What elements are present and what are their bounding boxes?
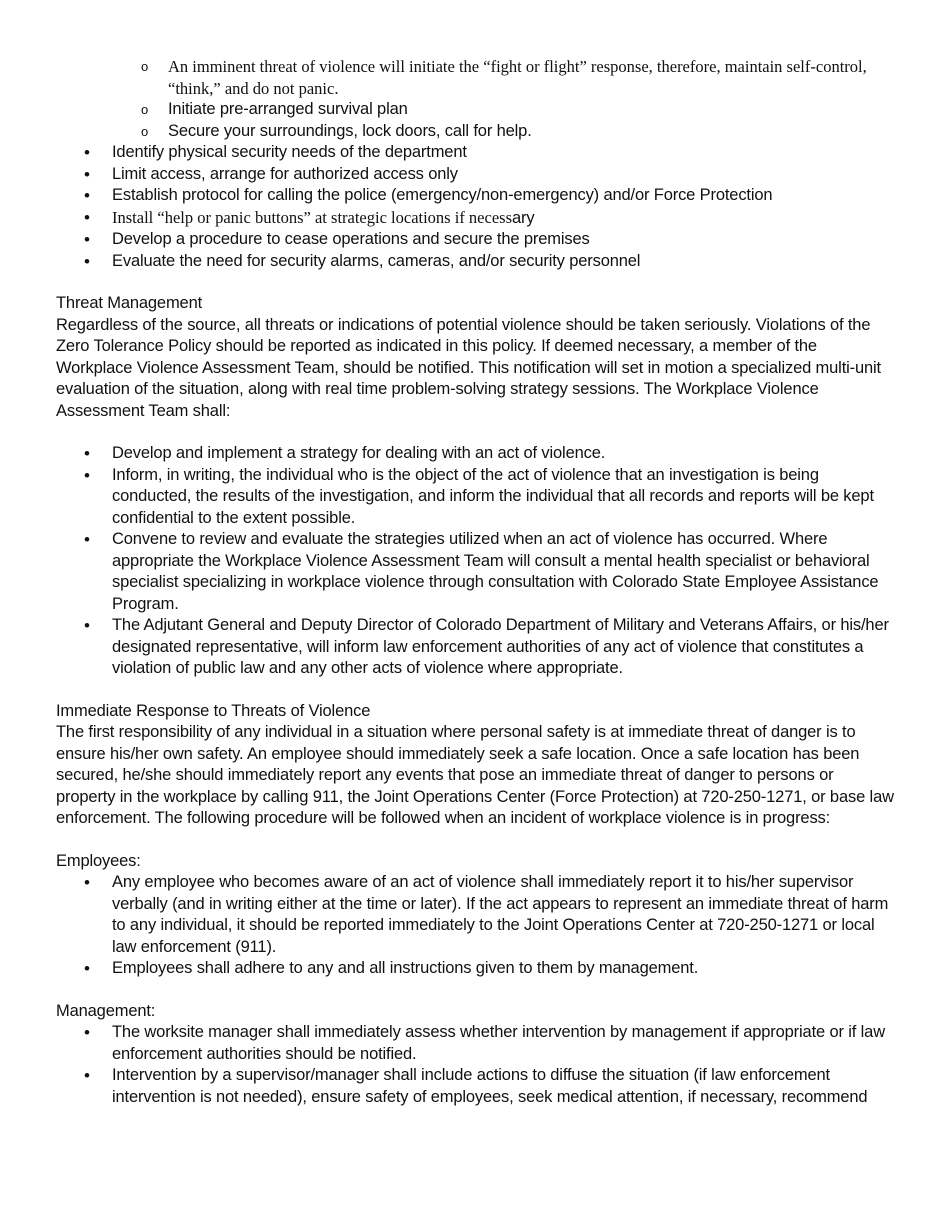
list-item: • Inform, in writing, the individual who is the object of the act of violence that an investigation is being conducted, the results of the investigation, and inform the individual that all records and reports will be kept confidential to the extent possible. bbox=[56, 465, 896, 530]
list-item-serif-text: Install “help or panic buttons” at strategic locations if necess bbox=[112, 207, 512, 227]
list-item: • Convene to review and evaluate the strategies utilized when an act of violence has occurred. Where appropriate the Workplace Violence Assessment Team will consult a mental health specialist or behavioral specialist specializing in workplace violence through consultation with Colorado State Employee Assistance Program. bbox=[56, 529, 896, 615]
security-needs-list bbox=[56, 142, 896, 272]
list-item: • Establish protocol for calling the police (emergency/non-emergency) and/or Force Protection bbox=[56, 185, 896, 207]
employees-list bbox=[56, 872, 896, 980]
section-heading-immediate-response: Immediate Response to Threats of Violence bbox=[56, 701, 371, 720]
list-item: o An imminent threat of violence will initiate the “fight or flight” response, therefore, maintain self-control, “think,” and do not panic. bbox=[56, 56, 896, 99]
management-list bbox=[56, 1022, 896, 1108]
assessment-team-list bbox=[56, 443, 896, 680]
list-item: • Any employee who becomes aware of an act of violence shall immediately report it to his/her supervisor verbally (and in writing either at the time or later). If the act appears to represent an immediate threat of harm to any individual, it should be reported immediately to the Joint Operations Center at 720-250-1271 or local law enforcement (911). bbox=[56, 872, 896, 958]
employees-label: Employees: bbox=[56, 851, 141, 870]
list-item-text: ary bbox=[512, 208, 535, 227]
list-item: • Develop and implement a strategy for dealing with an act of violence. bbox=[56, 443, 896, 465]
list-item: o Secure your surroundings, lock doors, call for help. bbox=[56, 121, 896, 143]
list-item: • Intervention by a supervisor/manager shall include actions to diffuse the situation (if law enforcement intervention is not needed), ensure safety of employees, seek medical attention, if necessary, recommend bbox=[56, 1065, 896, 1108]
section-heading-threat-management: Threat Management bbox=[56, 294, 203, 312]
list-item: • Evaluate the need for security alarms, cameras, and/or security personnel bbox=[56, 251, 896, 273]
list-item: • Identify physical security needs of the department bbox=[56, 142, 896, 164]
document-body bbox=[56, 56, 896, 1108]
list-item: • The Adjutant General and Deputy Director of Colorado Department of Military and Veterans Affairs, or his/her designated representative, will inform law enforcement authorities of any act of violence that constitutes a violation of public law and any other acts of violence where appropriate. bbox=[56, 615, 896, 680]
list-item bbox=[56, 207, 896, 230]
list-item: • Employees shall adhere to any and all instructions given to them by management. bbox=[56, 958, 896, 980]
list-item: • Develop a procedure to cease operations and secure the premises bbox=[56, 229, 896, 251]
threat-management-paragraph: Regardless of the source, all threats or indications of potential violence should be taken seriously. Violations of the Zero Tolerance Policy should be reported as indicated in this policy. If deemed necessary, a member of the Workplace Violence Assessment Team, should be notified. This notification will set in motion a specialized multi-unit evaluation of the situation, along with real time problem-solving strategy sessions. The Workplace Violence Assessment Team shall: bbox=[56, 315, 881, 420]
list-item: o Initiate pre-arranged survival plan bbox=[56, 99, 896, 121]
list-item: • The worksite manager shall immediately assess whether intervention by management if appropriate or if law enforcement authorities should be notified. bbox=[56, 1022, 896, 1065]
list-item: • Limit access, arrange for authorized access only bbox=[56, 164, 896, 186]
management-label: Management: bbox=[56, 1001, 156, 1020]
immediate-response-paragraph: The first responsibility of any individual in a situation where personal safety is at immediate threat of danger is to ensure his/her own safety. An employee should immediately seek a safe location. Once a safe location has been secured, he/she should immediately report any events that pose an immediate threat of danger to persons or property in the workplace by calling 911, the Joint Operations Center (Force Protection) at 720-250-1271, or base law enforcement. The following procedure will be followed when an incident of workplace violence is in progress: bbox=[56, 723, 894, 827]
survival-sublist bbox=[56, 56, 896, 142]
